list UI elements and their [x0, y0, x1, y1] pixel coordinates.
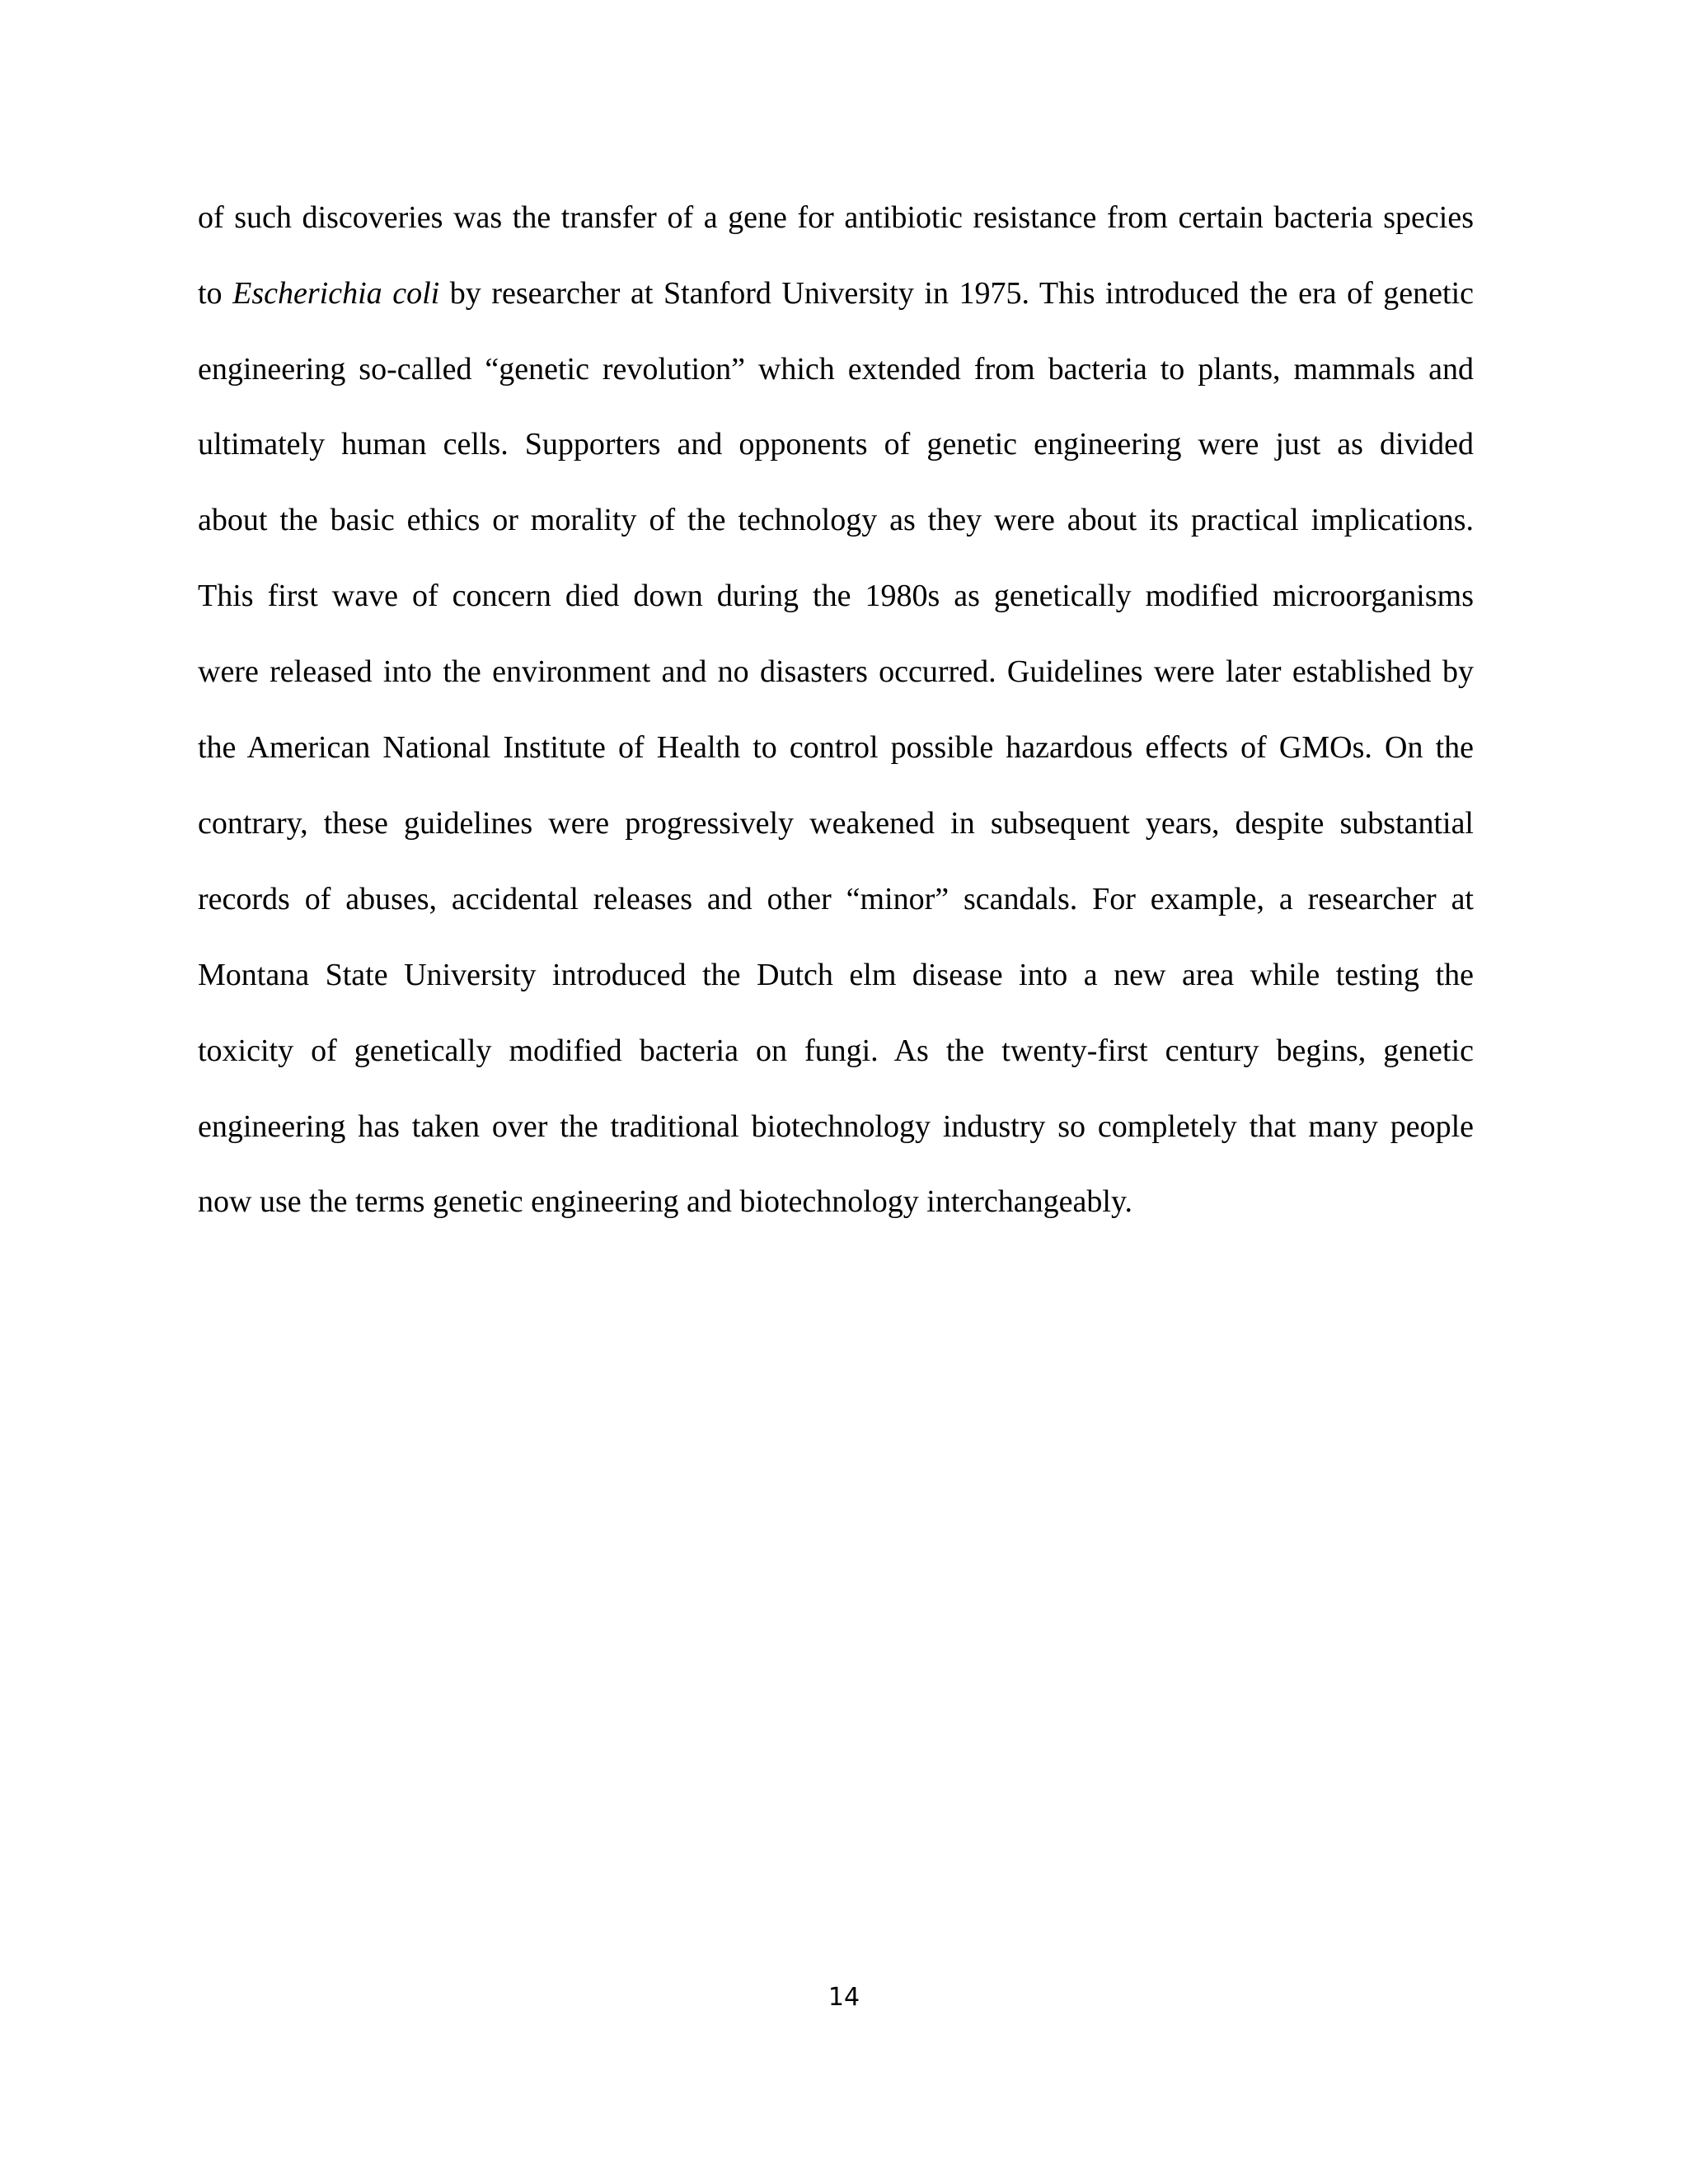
text-line: engineering has taken over the traditional biotechnology industry so completely that many people: [198, 1109, 1474, 1144]
italic-species-name: Escherichia coli: [232, 276, 440, 311]
text-line: to Escherichia coli by researcher at Stanford University in 1975. This introduced the era of genetic: [198, 276, 1475, 311]
text-line: engineering so-called “genetic revolution” which extended from bacteria to plants, mammals and: [198, 352, 1474, 387]
text-line: toxicity of genetically modified bacteria on fungi. As the twenty-first century begins, genetic: [198, 1033, 1474, 1068]
text-line: records of abuses, accidental releases and other “minor” scandals. For example, a researcher at: [198, 882, 1474, 916]
text-line: This first wave of concern died down during the 1980s as genetically modified microorganisms: [198, 579, 1474, 613]
text-line: of such discoveries was the transfer of a gene for antibiotic resistance from certain bacteria species: [198, 200, 1474, 235]
page-number: 14: [828, 1983, 860, 2012]
text-line: Montana State University introduced the Dutch elm disease into a new area while testing the: [198, 958, 1474, 992]
text-line: were released into the environment and no disasters occurred. Guidelines were later established by: [198, 654, 1474, 689]
text-line: contrary, these guidelines were progressively weakened in subsequent years, despite substantial: [198, 806, 1474, 841]
text-line: ultimately human cells. Supporters and opponents of genetic engineering were just as divided: [198, 427, 1474, 462]
text-line: now use the terms genetic engineering and biotechnology interchangeably.: [198, 1184, 1132, 1219]
text-line: about the basic ethics or morality of the technology as they were about its practical implications.: [198, 503, 1474, 537]
text-line: the American National Institute of Health to control possible hazardous effects of GMOs. On the: [198, 730, 1474, 765]
